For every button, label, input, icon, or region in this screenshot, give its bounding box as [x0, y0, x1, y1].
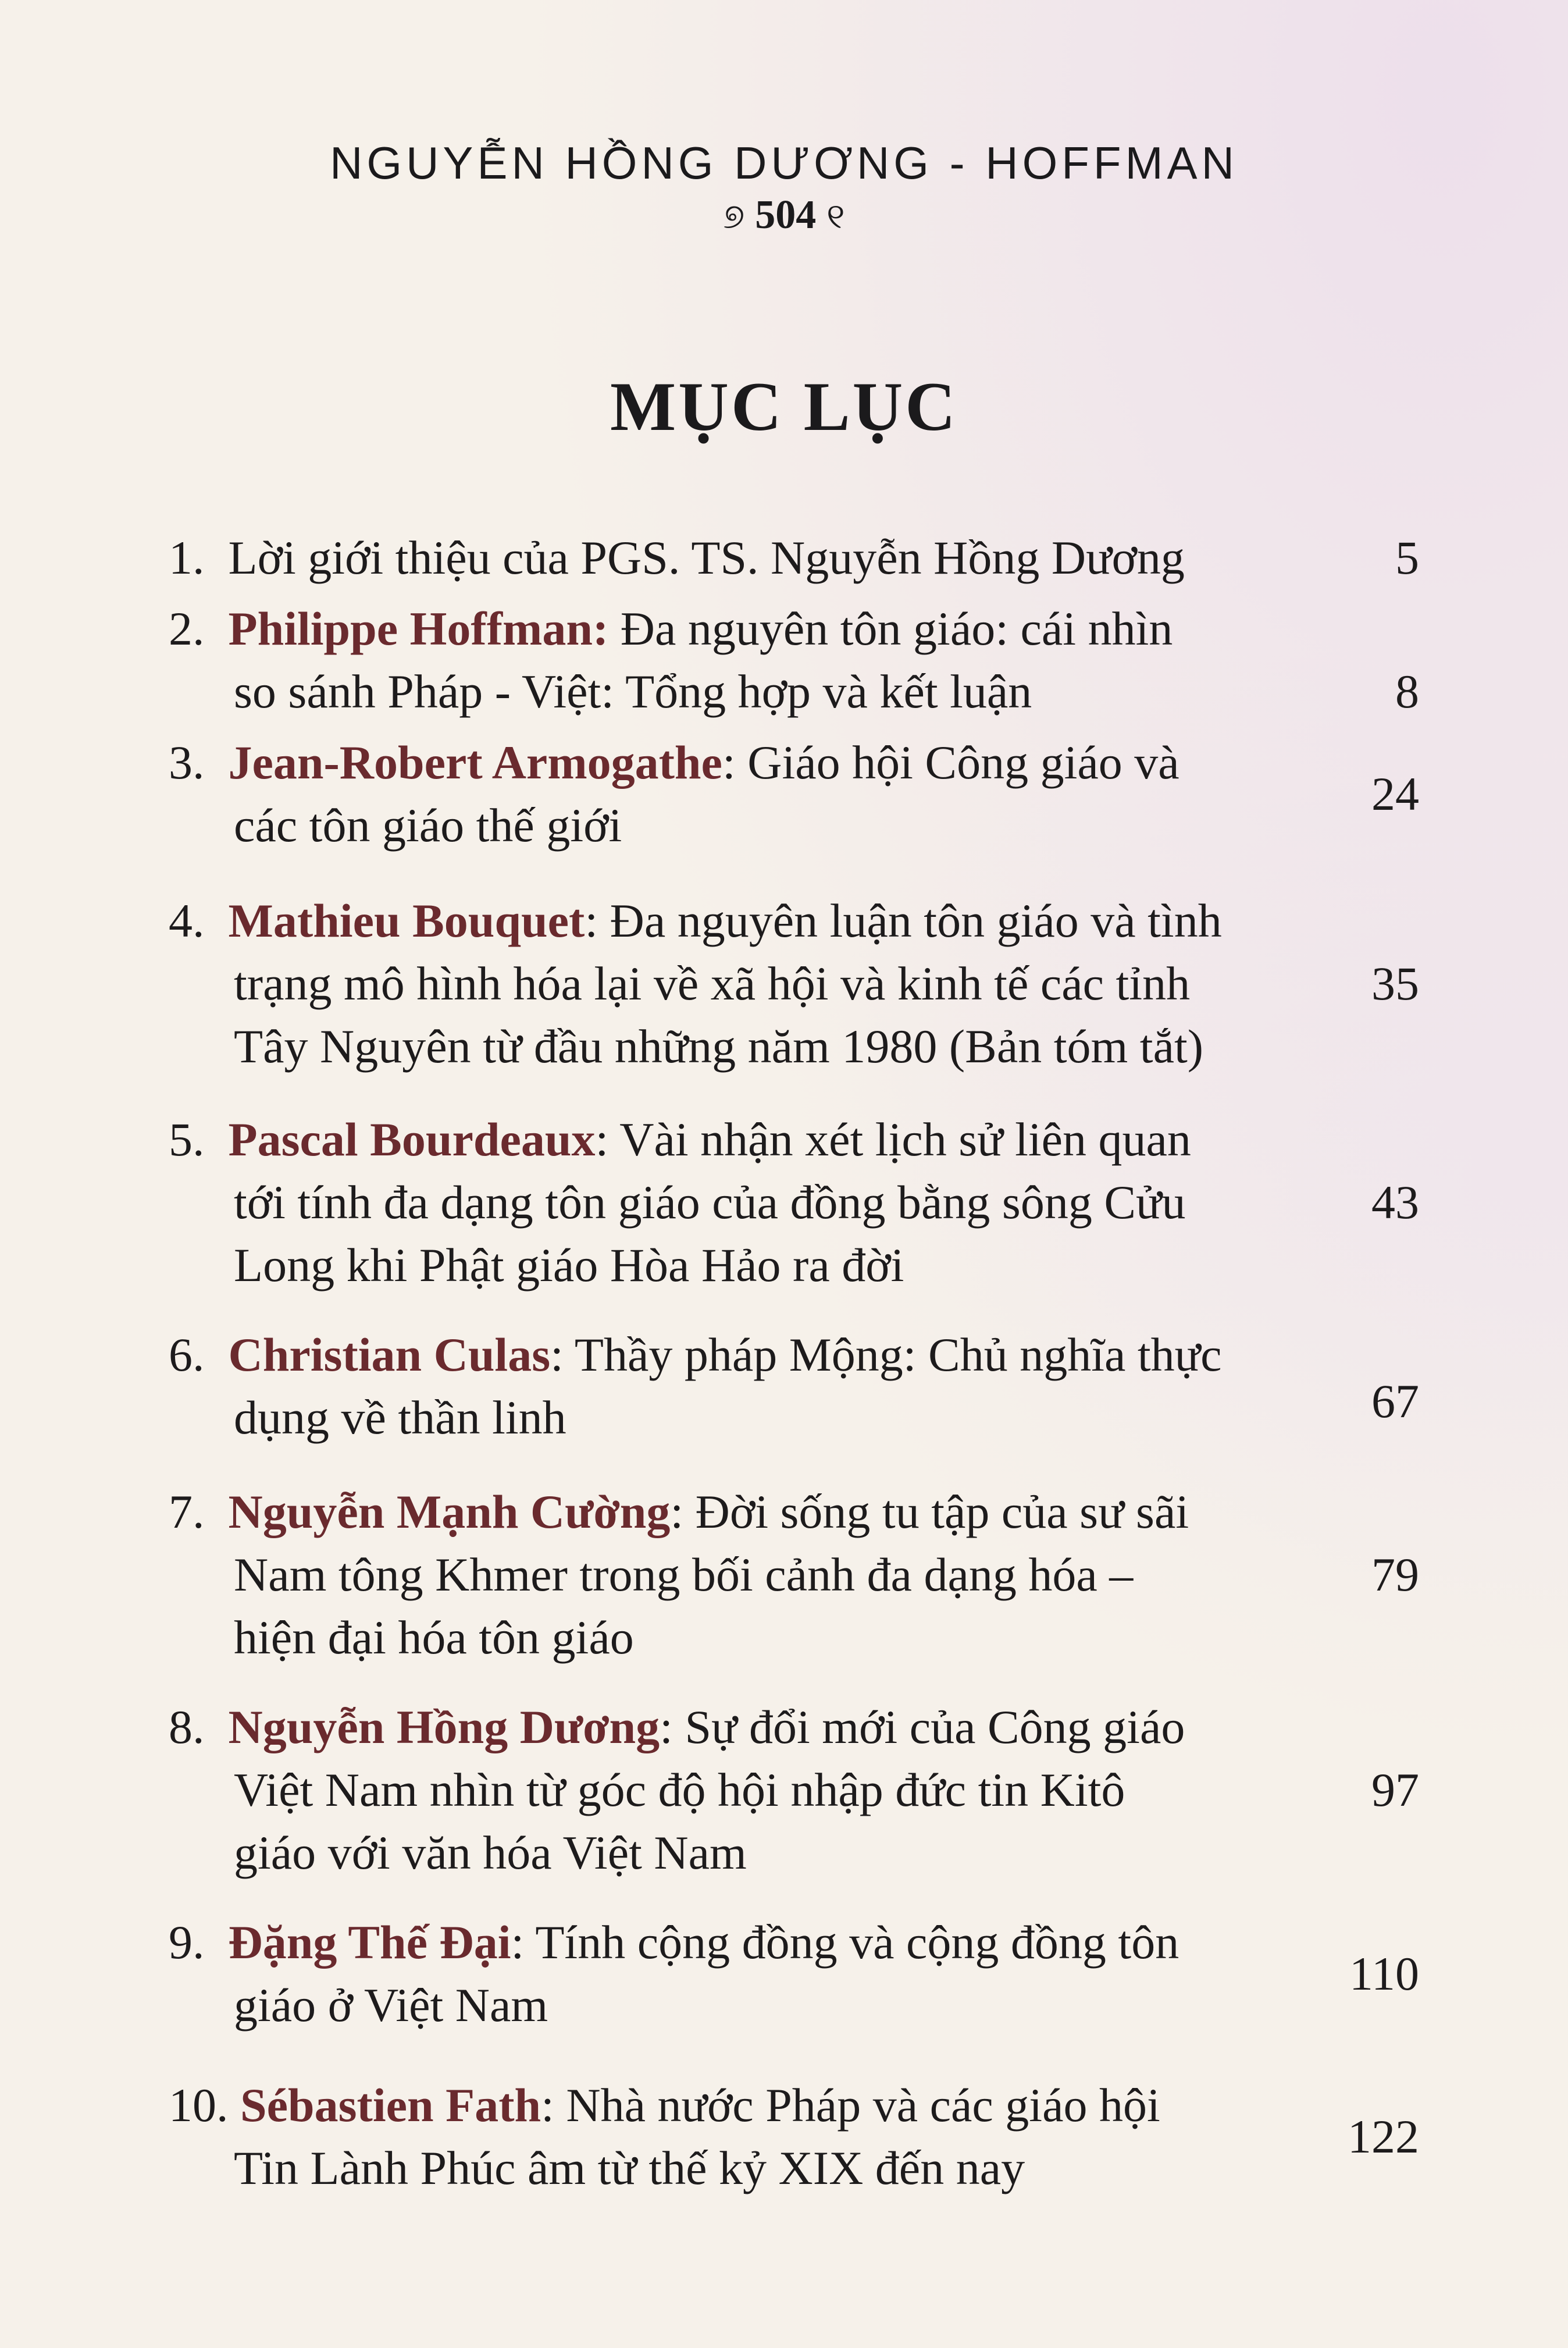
toc-entry-author: Mathieu Bouquet [228, 894, 585, 947]
page-number-value: 504 [755, 193, 817, 237]
toc-entry-number: 3. [169, 736, 205, 789]
toc-entry-number: 2. [169, 602, 205, 655]
toc-entry-text: : Nhà nước Pháp và các giáo hội [541, 2079, 1160, 2132]
toc-entry-author: Christian Culas [228, 1328, 551, 1381]
toc-entry-text: : Giáo hội Công giáo và [722, 736, 1179, 789]
toc-entry-text: Lời giới thiệu của PGS. TS. Nguyễn Hồng Dương [228, 531, 1185, 584]
toc-entry-page: 8 [1395, 665, 1419, 718]
toc-entry-page: 122 [1348, 2110, 1419, 2163]
toc-entry-line [169, 1324, 1419, 1386]
toc-entry-page: 35 [1371, 957, 1419, 1010]
toc-entry-number: 10. [169, 2079, 229, 2132]
toc-entry-line [169, 890, 1419, 952]
toc-entry [169, 1696, 1419, 1884]
toc-entry-text: : Tính cộng đồng và cộng đồng tôn [511, 1916, 1179, 1969]
toc-entry-text: : Sự đổi mới của Công giáo [660, 1700, 1185, 1753]
toc-entry-number: 6. [169, 1328, 205, 1381]
toc-entry-author: Pascal Bourdeaux [228, 1113, 596, 1166]
toc-entry-text: : Đời sống tu tập của sư sãi [670, 1485, 1189, 1538]
toc-entry-author: Đặng Thế Đại [228, 1916, 511, 1969]
toc-entry-author: Sébastien Fath [240, 2079, 541, 2132]
toc-entry [169, 1911, 1419, 2037]
toc-entry-author: Nguyễn Hồng Dương [228, 1700, 660, 1753]
left-ornament-icon: ୭ [723, 197, 745, 236]
toc-entry-line: giáo với văn hóa Việt Nam [234, 1826, 747, 1879]
toc-entry-text: : Thầy pháp Mộng: Chủ nghĩa thực [550, 1328, 1222, 1381]
toc-entry-line [169, 1108, 1419, 1171]
toc-entry [169, 1108, 1419, 1297]
toc-entry-text: : Đa nguyên luận tôn giáo và tình [585, 894, 1222, 947]
toc-entry-number: 5. [169, 1113, 205, 1166]
toc-entry-line: Việt Nam nhìn từ góc độ hội nhập đức tin Kitô [234, 1763, 1125, 1816]
page-number [0, 192, 1568, 239]
toc-entry [169, 890, 1419, 1078]
toc-entry-line: Tây Nguyên từ đầu những năm 1980 (Bản tóm tắt) [234, 1020, 1204, 1073]
right-ornament-icon: ୧ [826, 197, 845, 236]
toc-entry-line: Nam tông Khmer trong bối cảnh đa dạng hóa – [234, 1548, 1134, 1601]
toc-entry-author: Philippe Hoffman: [228, 602, 609, 655]
toc-entry-line [169, 731, 1419, 794]
toc-entry-page: 97 [1371, 1763, 1419, 1816]
toc-entry-line [169, 2074, 1419, 2137]
running-header: NGUYỄN HỒNG DƯƠNG - HOFFMAN [330, 137, 1238, 188]
toc-entry-author: Nguyễn Mạnh Cường [228, 1485, 671, 1538]
toc-entry-text: Đa nguyên tôn giáo: cái nhìn [608, 602, 1173, 655]
toc-entry-number: 9. [169, 1916, 205, 1969]
toc-entry-page: 79 [1371, 1548, 1419, 1601]
toc-entry-number: 1. [169, 531, 205, 584]
toc-entry-number: 7. [169, 1485, 205, 1538]
toc-entry-page: 24 [1371, 767, 1419, 820]
toc-entry-line [169, 597, 1419, 660]
toc-entry [169, 1481, 1419, 1669]
toc-entry-line: giáo ở Việt Nam [234, 1979, 548, 2032]
toc-entry-line: hiện đại hóa tôn giáo [234, 1611, 634, 1664]
toc-entry-line: Tin Lành Phúc âm từ thế kỷ XIX đến nay [234, 2141, 1025, 2194]
toc-entry-page: 110 [1349, 1947, 1419, 2000]
toc-entry [169, 731, 1419, 857]
toc-entry-line: tới tính đa dạng tôn giáo của đồng bằng sông Cửu [234, 1176, 1186, 1229]
toc-entry [169, 526, 1419, 589]
toc-entry-line [169, 1696, 1419, 1759]
toc-entry-number: 4. [169, 894, 205, 947]
toc-entry-author: Jean-Robert Armogathe [228, 736, 722, 789]
toc-entry-text: : Vài nhận xét lịch sử liên quan [595, 1113, 1191, 1166]
toc-entry-line: trạng mô hình hóa lại về xã hội và kinh tế các tỉnh [234, 957, 1191, 1010]
toc-entry-line: Long khi Phật giáo Hòa Hảo ra đời [234, 1239, 904, 1292]
toc-entry-line [169, 1911, 1419, 1974]
toc-entry-line: các tôn giáo thế giới [234, 799, 622, 852]
toc-entry-page: 5 [1395, 531, 1419, 584]
toc-entry-page: 43 [1371, 1176, 1419, 1229]
toc-entry [169, 597, 1419, 723]
toc-entry-line [169, 1481, 1419, 1543]
toc-entry-line: so sánh Pháp - Việt: Tổng hợp và kết luận [234, 665, 1032, 718]
page-title: MỤC LỤC [610, 368, 958, 445]
toc-entry-line: dụng về thần linh [234, 1391, 566, 1444]
toc-entry-line [169, 526, 1419, 589]
toc-entry-number: 8. [169, 1700, 205, 1753]
toc-entry-page: 67 [1371, 1375, 1419, 1428]
toc-entry [169, 1324, 1419, 1449]
toc-entry [169, 2074, 1419, 2200]
